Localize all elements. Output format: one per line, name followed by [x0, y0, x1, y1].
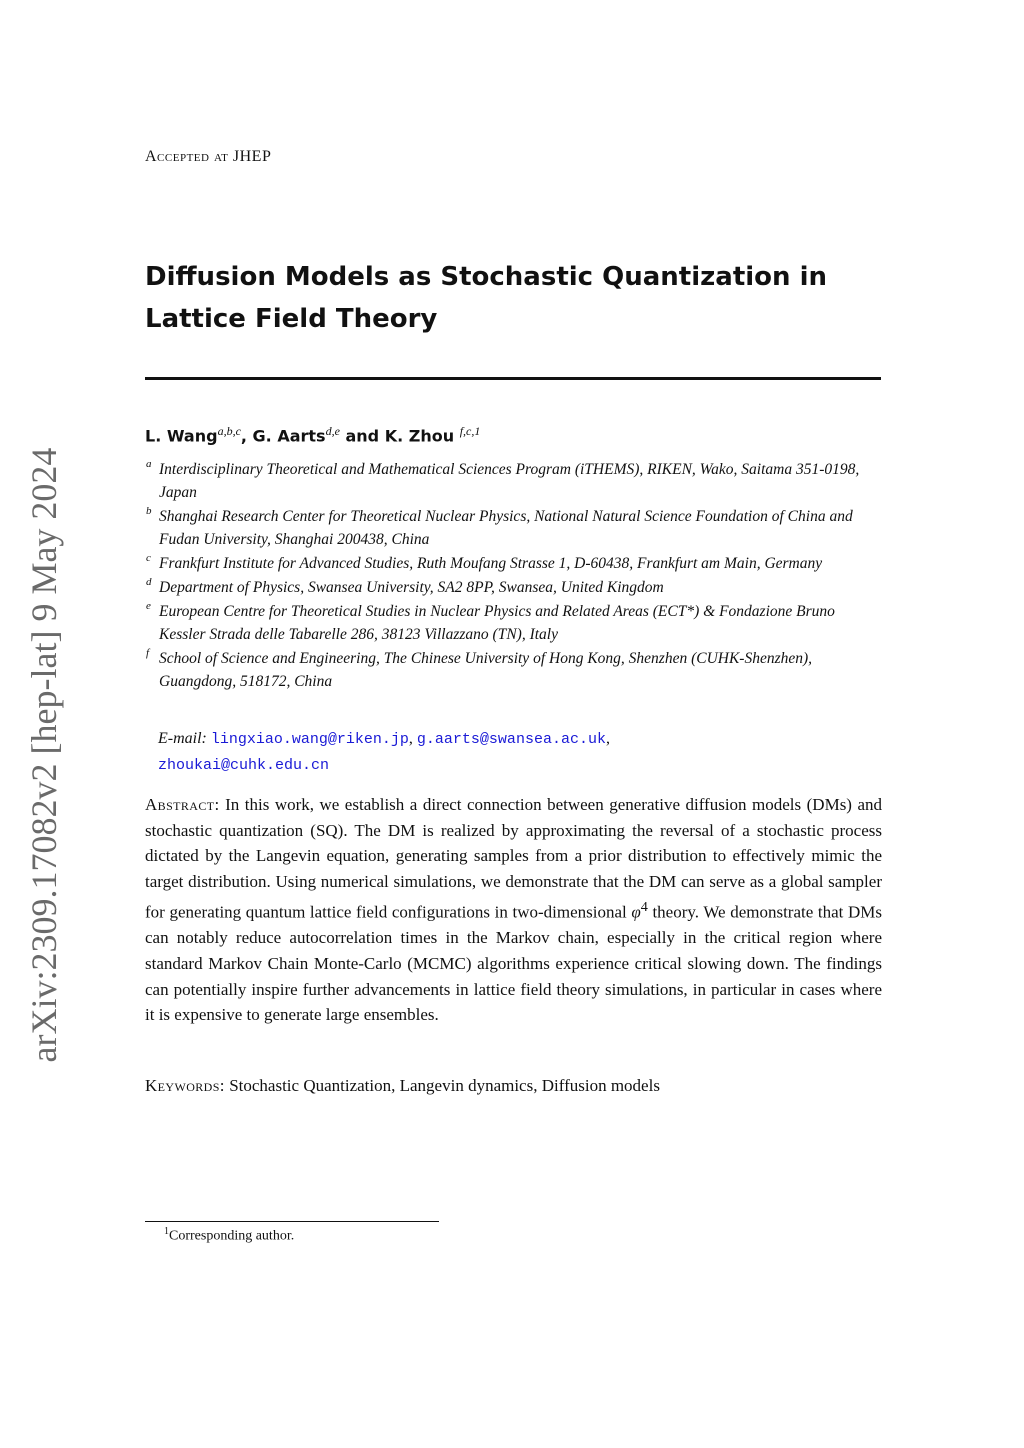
footnote-mark: 1 [164, 1226, 169, 1237]
affiliation [145, 505, 882, 551]
author-affil-mark: a,b,c [217, 424, 241, 438]
title-rule [145, 377, 881, 380]
affiliation-mark: c [146, 552, 151, 564]
author-name: L. Wang [145, 426, 218, 446]
abstract-text-1: In this work, we establish a direct connection between generative diffusion models (DMs) and stochastic quantization (SQ). The DM is realized by approximating the reversal of a stochastic process dictated by the Langevin equation, generating samples from a prior distribution to effectively mimic the target distribution. Using numerical simulations, we demonstrate that the DM can serve as a global sampler for generating quantum lattice field configurations in two-dimensional [145, 795, 883, 922]
abstract [145, 792, 882, 1028]
affiliation-text: School of Science and Engineering, The Chinese University of Hong Kong, Shenzhen (CUHK-Shenzhen), Guangdong, 518172, China [159, 650, 813, 690]
author-name: K. Zhou [384, 426, 455, 446]
email-block: E-mail: lingxiao.wang@riken.jp, g.aarts@swansea.ac.uk, zhoukai@cuhk.edu.cn [158, 730, 610, 774]
author-separator: and [339, 426, 385, 446]
title-line-2: Lattice Field Theory [145, 304, 438, 334]
keywords [145, 1076, 660, 1096]
affiliation [145, 552, 882, 575]
affiliation-text: Interdisciplinary Theoretical and Mathematical Sciences Program (iTHEMS), RIKEN, Wako, Saitama 351-0198, Japan [159, 461, 860, 501]
affiliation-mark: d [146, 576, 152, 588]
footnote-text: Corresponding author. [169, 1228, 295, 1244]
title-line-1: Diffusion Models as Stochastic Quantization in [145, 262, 828, 292]
email-label: E-mail: [158, 730, 207, 747]
email-link-aarts[interactable]: g.aarts@swansea.ac.uk [416, 731, 606, 748]
paper-title [145, 256, 885, 340]
author-affil-mark: f,c,1 [459, 424, 481, 438]
author-separator: , [240, 426, 253, 446]
abstract-label: Abstract: [145, 795, 220, 814]
affiliation-text: Department of Physics, Swansea University, SA2 8PP, Swansea, United Kingdom [159, 579, 664, 596]
phi-exponent: 4 [640, 898, 648, 915]
author-name: G. Aarts [252, 426, 326, 446]
footnote [164, 1226, 294, 1245]
affiliation-mark: e [146, 600, 151, 612]
affiliation-mark: b [146, 505, 152, 517]
keywords-label: Keywords: [145, 1076, 225, 1095]
affiliation-mark: f [146, 647, 150, 659]
email-link-wang[interactable]: lingxiao.wang@riken.jp [210, 731, 409, 748]
email-link-zhou[interactable]: zhoukai@cuhk.edu.cn [158, 757, 330, 774]
affiliation [145, 458, 882, 504]
affiliation [145, 647, 882, 693]
venue-note: Accepted at JHEP [145, 148, 272, 165]
affiliation-text: Frankfurt Institute for Advanced Studies, Ruth Moufang Strasse 1, D-60438, Frankfurt am Main, Germany [159, 555, 823, 572]
author-affil-mark: d,e [325, 424, 340, 438]
arxiv-identifier: arXiv:2309.17082v2 [hep-lat] 9 May 2024 [24, 447, 64, 1063]
footnote-rule [145, 1221, 439, 1222]
author-list [145, 424, 480, 445]
affiliation-mark: a [146, 458, 152, 470]
affiliation-text: European Centre for Theoretical Studies in Nuclear Physics and Related Areas (ECT*) & Fondazione Bruno Kessler Strada delle Tabarelle 286, 38123 Villazzano (TN), Italy [159, 603, 835, 643]
keywords-text: Stochastic Quantization, Langevin dynamics, Diffusion models [229, 1076, 660, 1095]
abstract-text-2: theory. We demonstrate that DMs can notably reduce autocorrelation times in the Markov chain, especially in the critical region where standard Markov Chain Monte-Carlo (MCMC) algorithms experience critical slowing down. The findings can potentially inspire further advancements in lattice field theory simulations, in particular in cases where it is expensive to generate large ensembles. [145, 902, 883, 1025]
phi-symbol: φ [631, 902, 641, 922]
affiliation [145, 576, 882, 599]
affiliation-text: Shanghai Research Center for Theoretical Nuclear Physics, National Natural Science Foundation of China and Fudan University, Shanghai 200438, China [159, 508, 853, 548]
affiliation-list [145, 458, 882, 694]
affiliation [145, 600, 882, 646]
